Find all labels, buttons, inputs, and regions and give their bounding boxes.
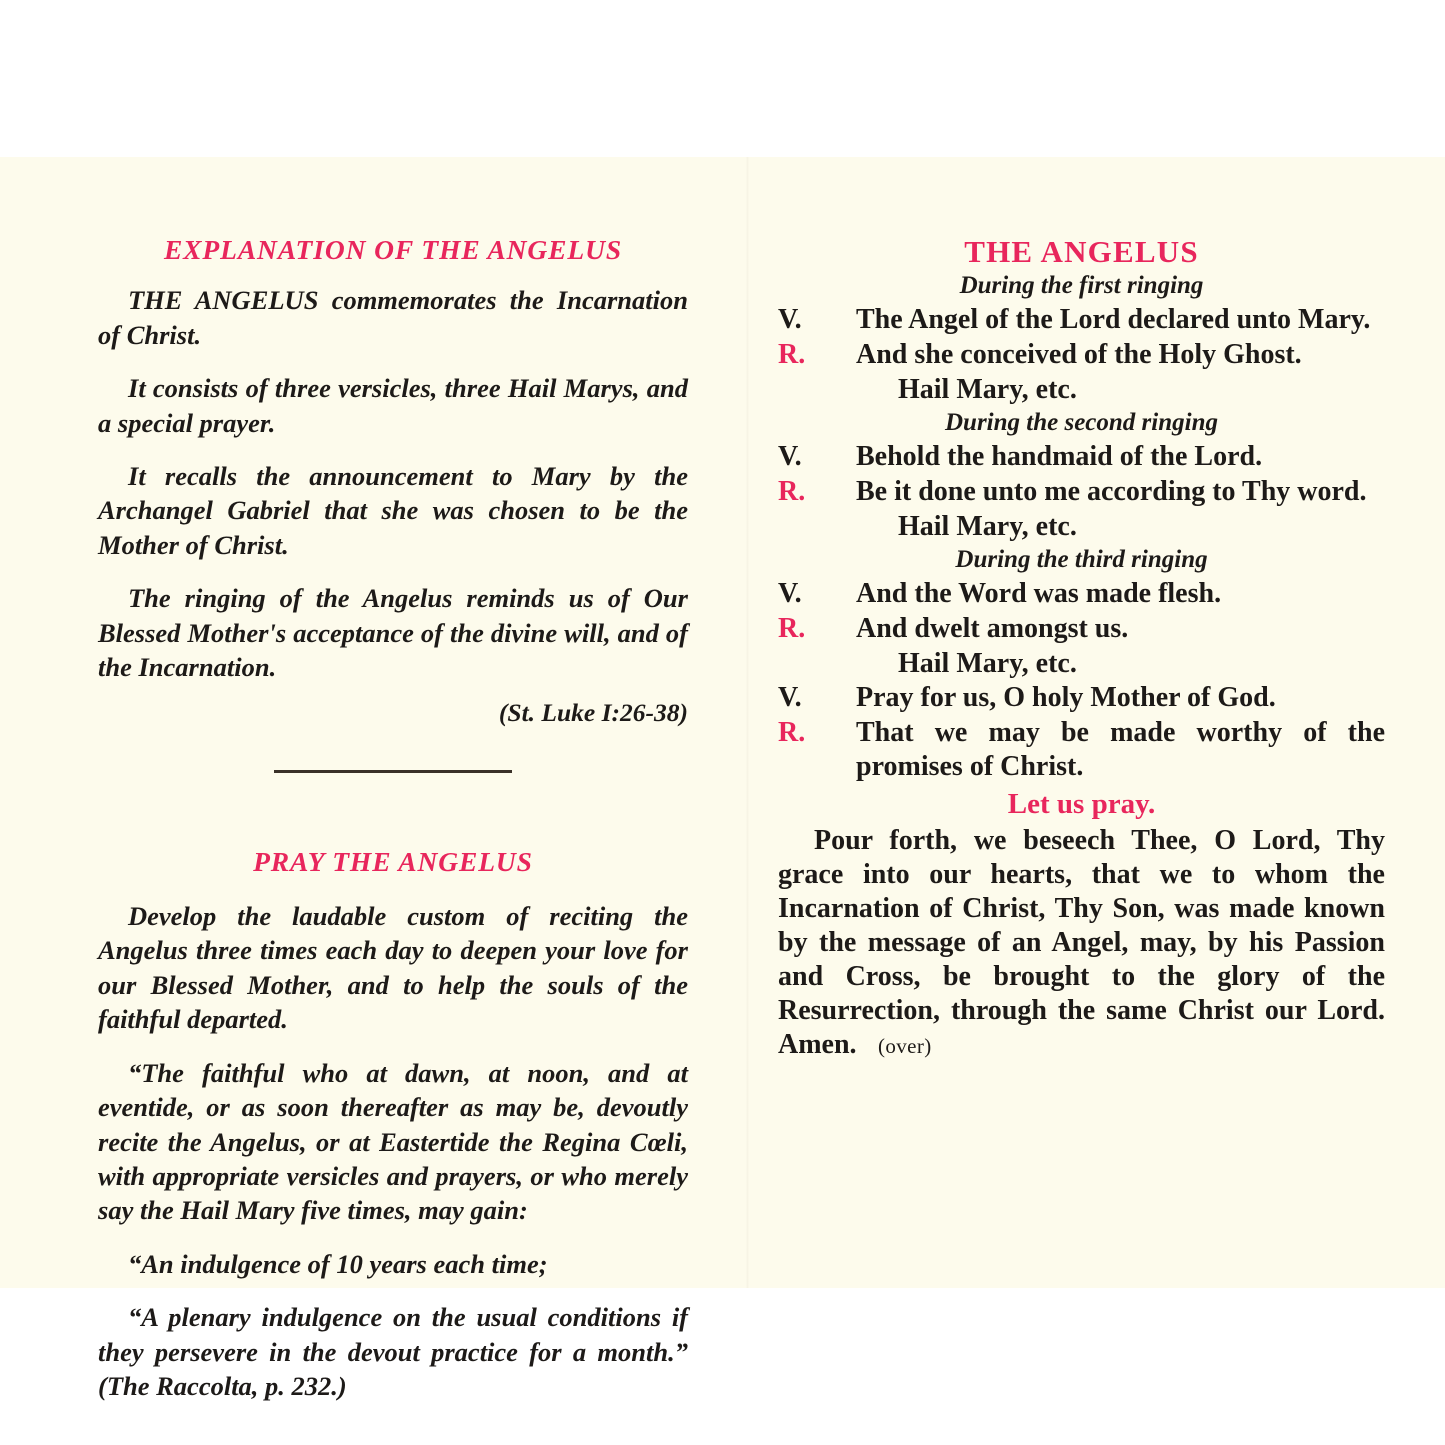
versicle-marker: V. bbox=[778, 682, 802, 714]
response-text: Be it done unto me according to Thy word. bbox=[856, 476, 1367, 508]
response-text: That we may be made worthy of the promises of Christ. bbox=[856, 717, 1385, 783]
hail-mary-instruction: Hail Mary, etc. bbox=[898, 511, 1077, 543]
explanation-paragraph-4: The ringing of the Angelus reminds us of Our Blessed Mother's acceptance of the divine will, and of the Incarnation. bbox=[98, 583, 688, 683]
versicle-row bbox=[778, 440, 1385, 474]
prayer-card bbox=[0, 157, 1445, 1402]
response-text: And she conceived of the Holy Ghost. bbox=[856, 339, 1302, 371]
versicle-marker: V. bbox=[778, 304, 802, 336]
versicle-text: Pray for us, O holy Mother of God. bbox=[856, 682, 1276, 714]
ringing-rubric: During the third ringing bbox=[955, 546, 1208, 574]
explanation-paragraph-3: It recalls the announcement to Mary by the Archangel Gabriel that she was chosen to be the Mother of Christ. bbox=[98, 461, 688, 560]
section-divider bbox=[274, 770, 512, 773]
pray-paragraph-2: “The faithful who at dawn, at noon, and at eventide, or as soon thereafter as may be, devoutly recite the Angelus, or at Eastertide the Regina Cœli, with appropriate versicles and prayers, or who merely say the Hail Mary five times, may gain: bbox=[98, 1057, 688, 1226]
versicle-text: And the Word was made flesh. bbox=[856, 578, 1222, 610]
over-page-marker: (over) bbox=[856, 1034, 932, 1059]
response-marker: R. bbox=[778, 717, 806, 749]
response-row bbox=[778, 475, 1385, 509]
pray-paragraph-1: Develop the laudable custom of reciting the Angelus three times each day to deepen your love for our Blessed Mother, and to help the souls of the faithful departed. bbox=[98, 900, 688, 1035]
ringing-rubric: During the second ringing bbox=[945, 409, 1218, 437]
ringing-rubric: During the first ringing bbox=[959, 272, 1204, 300]
closing-prayer: Pour forth, we beseech Thee, O Lord, Thy grace into our hearts, that we to whom the Incarnation of Christ, Thy Son, was made known by the message of an Angel, may, by his Passion and Cross, be brought to the glory of the Resurrection, through the same Christ our Lord. Amen. (over) bbox=[778, 825, 1385, 1061]
versicle-row bbox=[778, 303, 1385, 337]
explanation-heading: EXPLANATION OF THE ANGELUS bbox=[163, 234, 623, 265]
card-columns bbox=[0, 157, 1445, 1402]
the-angelus-heading: THE ANGELUS bbox=[964, 234, 1199, 269]
response-row bbox=[778, 716, 1385, 784]
pray-the-angelus-heading: PRAY THE ANGELUS bbox=[253, 845, 533, 877]
scripture-citation: (St. Luke I:26-38) bbox=[498, 697, 688, 727]
response-marker: R. bbox=[778, 339, 806, 371]
left-column bbox=[98, 235, 688, 1423]
versicle-row bbox=[778, 681, 1385, 715]
explanation-paragraph-2: It consists of three versicles, three Hail Marys, and a special prayer. bbox=[98, 373, 688, 438]
response-text: And dwelt amongst us. bbox=[856, 613, 1129, 645]
response-marker: R. bbox=[778, 476, 806, 508]
versicle-row bbox=[778, 577, 1385, 611]
right-column bbox=[778, 235, 1385, 1062]
let-us-pray-heading: Let us pray. bbox=[1007, 788, 1156, 821]
indulgence-10-years: “An indulgence of 10 years each time; bbox=[128, 1248, 548, 1279]
versicle-text: The Angel of the Lord declared unto Mary. bbox=[856, 304, 1371, 336]
response-row bbox=[778, 338, 1385, 372]
hail-mary-instruction: Hail Mary, etc. bbox=[898, 648, 1077, 680]
indulgence-plenary: “A plenary indulgence on the usual conditions if they persevere in the devout practice for a month.” (The Raccolta, p. 232.) bbox=[98, 1302, 688, 1402]
versicle-marker: V. bbox=[778, 441, 802, 473]
versicle-text: Behold the handmaid of the Lord. bbox=[856, 441, 1263, 473]
explanation-paragraph-1: THE ANGELUS commemorates the Incarnation of Christ. bbox=[98, 285, 688, 350]
versicle-marker: V. bbox=[778, 578, 802, 610]
hail-mary-instruction: Hail Mary, etc. bbox=[898, 374, 1077, 406]
response-row bbox=[778, 612, 1385, 646]
response-marker: R. bbox=[778, 613, 806, 645]
angelus-sections bbox=[778, 271, 1385, 784]
